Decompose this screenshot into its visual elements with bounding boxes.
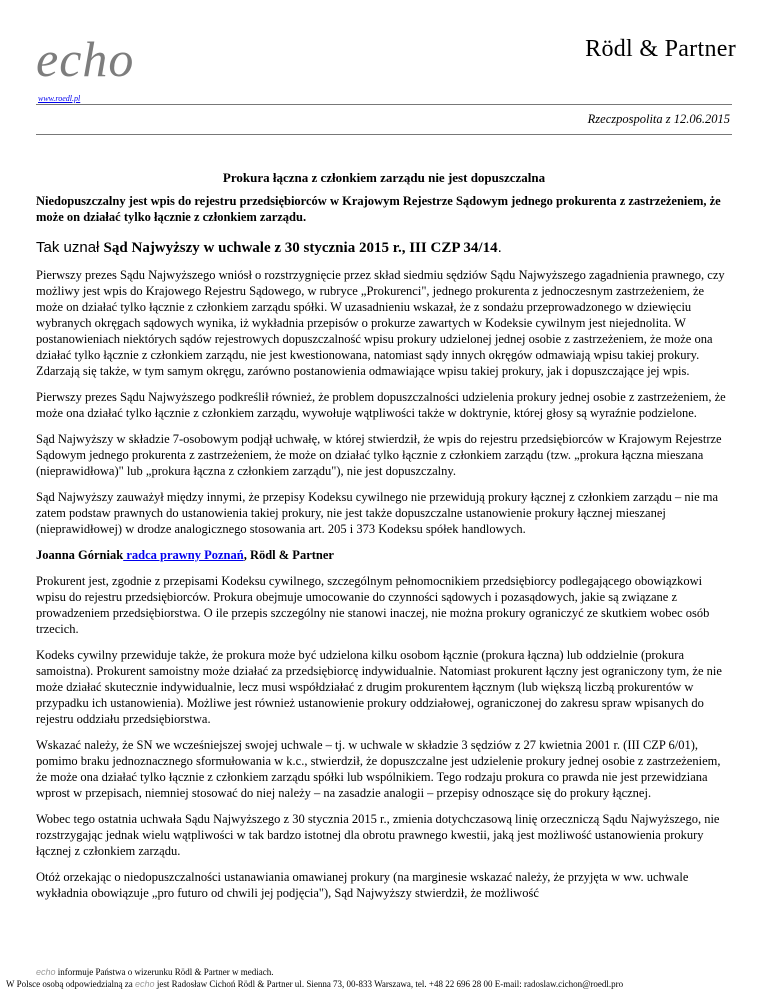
footer-contact: jest Radosław Cichoń Rödl & Partner ul. Sienna 73, 00-833 Warszawa, tel. +48 22 696 28 00 E-mail: radoslaw.cichon@roedl.pro [154,979,624,989]
paragraph: Sąd Najwyższy w składzie 7-osobowym podjął uchwałę, w której stwierdził, że wpis do rejestru przedsiębiorców w Krajowym Rejestrze Sądowym jednego prokurenta z zastrzeżeniem, że może on działać tylko łącznie z członkiem zarządu (tzw. „prokura łączna mieszana (nieprawidłowa)" lub „prokura łączna z członkiem zarządu"), nie jest dopuszczalny. [36,432,722,478]
ruling-prefix: Tak uznał [36,239,104,256]
paragraph: Kodeks cywilny przewiduje także, że prokura może być udzielona kilku osobom łącznie (prokura łączna) lub oddzielnie (prokura samoistna). Prokurent samoistny może działać za przedsiębiorcę indywidualnie. Natomiast prokurent łączny jest ograniczony tym, że nie może działać skutecznie indywidualnie, lecz musi współdziałać z drugim prokurentem łącznym (lub większą liczbą prokurentów w przypadku ich ustanowienia). Możliwe jest również ustanowienie prokury oddziałowej, ograniczonej do zakresu spraw wpisanych do rejestru oddziału przedsiębiorstwa. [36,648,722,726]
page-footer [6,966,756,990]
echo-logo: echo [36,31,135,87]
paragraph: Pierwszy prezes Sądu Najwyższego podkreślił również, że problem dopuszczalności udzielenia prokury jednej osobie z zastrzeżeniem, że może ona działać tylko łącznie z członkiem zarządu, wywołuje wątpliwości także w doktrynie, której głosy są wyraźnie podzielone. [36,390,726,420]
author-line [36,547,732,563]
ruling-suffix: . [497,239,502,256]
paragraph: Pierwszy prezes Sądu Najwyższego wniósł o rozstrzygnięcie przez skład siedmiu sędziów Sądu Najwyższego zagadnienia prawnego, czy możliwy jest wpis do Krajowego Rejestru Sądowego, w rubryce „Prokurenci", jednego prokurenta z jednoczesnym zastrzeżeniem, że może on działać tylko łącznie z członkiem zarządu spółki. W uzasadnieniu wskazał, że z sondażu przeprowadzonego w dziewięciu wybranych okręgach sądowych wynika, iż wykładnia przepisów o prokurze zawartych w Kodeksie cywilnym jest niejednolita. W postanowieniach niektórych sądów rejestrowych dopuszczalność wpisu prokury udzielonej jednej osobie z zastrzeżeniem, że może ona działać tylko łącznie z członkiem zarządu, nie jest kwestionowana, natomiast sądy innych okręgów odmawiają wpisu takiej prokury. Zdarzają się także, w tym samym okręgu, zarówno postanowienia odmawiające wpisu takiej prokury, jak i dopuszczające jej wpis. [36,268,725,378]
footer-line-1 [36,966,756,978]
paragraph: Otóż orzekając o niedopuszczalności ustanawiania omawianej prokury (na marginesie wskazać należy, że przyjęta w ww. uchwale wykładnia obowiązuje „pro futuro od chwili jej podjęcia"), Sąd Najwyższy stwierdził, że możliwość [36,870,689,900]
author-profile-link[interactable]: radca prawny Poznań [123,548,244,562]
footer-contact-prefix: W Polsce osobą odpowiedzialną za [6,979,136,989]
paragraph: Prokurent jest, zgodnie z przepisami Kodeksu cywilnego, szczególnym pełnomocnikiem przedsiębiorcy podlegającego obowiązkowi wpisu do rejestru przedsiębiorców. Prokura obejmuje umocowanie do czynności sądowych i pozasądowych, jakie są związane z prowadzeniem przedsiębiorstwa. O ile przepis szczególny nie stanowi inaczej, nie można prokury ograniczyć ze skutkiem wobec osób trzecich. [36,574,710,636]
source-citation: Rzeczpospolita z 12.06.2015 [587,112,730,126]
header-rule-top [36,104,732,105]
paragraph: Wskazać należy, że SN we wcześniejszej swojej uchwale – tj. w uchwale w składzie 3 sędziów z 27 kwietnia 2001 r. (III CZP 6/01), pomimo braku jednoznacznego sformułowania w k.c., stwierdził, że dopuszczalne jest udzielenie prokury jednej osobie z zastrzeżeniem, że może ona działać tylko łącznie z członkiem zarządu spółki lub wspólnikiem. Tego rodzaju prokura co prawda nie jest przewidziana wprost w przepisach, niemniej stosować do niej należy – na zasadzie analogii – przepisy odnoszące się do prokury łącznej. [36,738,721,800]
ruling-line [36,239,732,257]
author-firm: , Rödl & Partner [243,548,334,562]
article-title: Prokura łączna z członkiem zarządu nie jest dopuszczalna [222,170,546,185]
footer-line-2 [6,978,756,990]
echo-mini-logo: echo [36,967,56,977]
author-name: Joanna Górniak [36,548,124,562]
article-lead: Niedopuszczalny jest wpis do rejestru przedsiębiorców w Krajowym Rejestrze Sądowym jednego prokurenta z zastrzeżeniem, że może on działać tylko łącznie z członkiem zarządu. [36,194,721,224]
firm-logo: Rödl & Partner [585,36,736,62]
footer-info: informuje Państwa o wizerunku Rödl & Partner w mediach. [55,967,274,977]
roedl-website-link[interactable]: www.roedl.pl [38,94,81,103]
header-rule-bottom [36,134,732,135]
ruling-court: Sąd Najwyższy w uchwale z 30 stycznia 2015 r., III CZP 34/14 [103,240,498,256]
paragraph: Wobec tego ostatnia uchwała Sądu Najwyższego z 30 stycznia 2015 r., zmienia dotychczasową linię orzeczniczą Sądu Najwyższego, nie rozstrzygając jednak wielu wątpliwości w tak bardzo istotnej dla obrotu prawnego kwestii, jaką jest możliwość ustanowienia prokury łącznej z członkiem zarządu. [36,812,720,858]
paragraph: Sąd Najwyższy zauważył między innymi, że przepisy Kodeksu cywilnego nie przewidują prokury łącznej z członkiem zarządu – nie ma zatem podstaw prawnych do ustanowienia takiej prokury, nie jest także dopuszczalne ustanowienie prokury łącznej mieszanej (nieprawidłowej) w drodze analogicznego stosowania art. 205 i 373 Kodeksu spółek handlowych. [36,490,719,536]
echo-mini-logo: echo [135,979,155,989]
article-body [36,170,732,911]
